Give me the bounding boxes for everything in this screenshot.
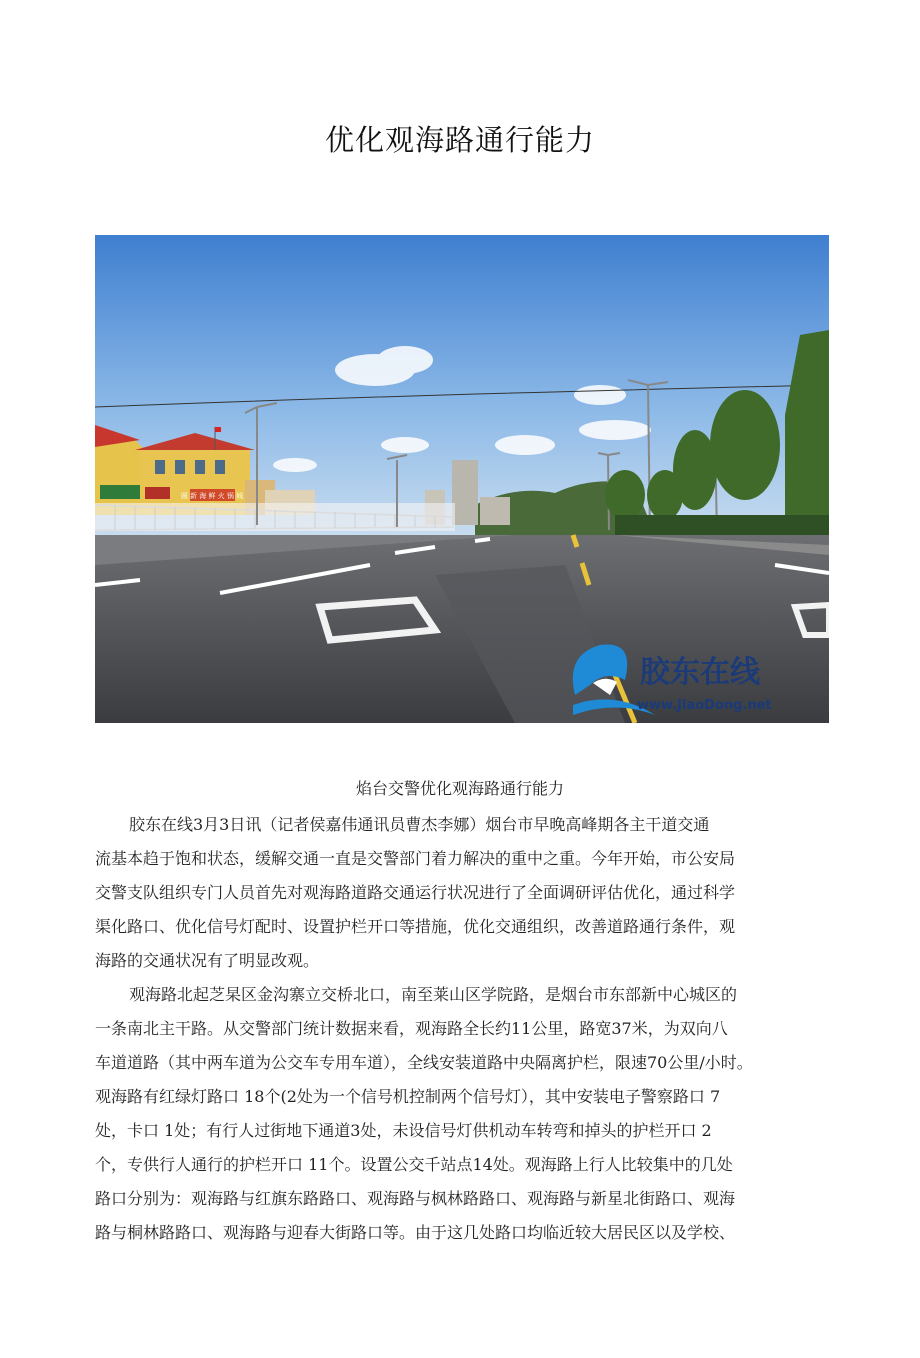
article-body [95, 808, 795, 1250]
photo-caption: 焰台交警优化观海路通行能力 [355, 779, 564, 798]
road-photo [95, 235, 829, 723]
shop-sign: 圆 新 海 鲜 火 锅 城 [180, 492, 244, 500]
paragraph-1-line-5: 海路的交通状况有了明显改观。 [95, 951, 320, 970]
paragraph-2-line-3: 车道道路（其中两车道为公交车专用车道），全线安装道路中央隔离护栏，限速70公里/小时。 [95, 1053, 753, 1072]
paragraph-1-line-4: 渠化路口、优化信号灯配时、设置护栏开口等措施，优化交通组织，改善道路通行条件，观 [95, 917, 736, 936]
paragraph-2-line-7: 路口分别为：观海路与红旗东路路口、观海路与枫林路路口、观海路与新星北街路口、观海 [95, 1189, 736, 1208]
paragraph-2-line-1: 观海路北起芝杲区金沟寨立交桥北口，南至莱山区学院路，是烟台市东部新中心城区的 [129, 985, 738, 1004]
jiaodong-logo [573, 644, 772, 715]
document-title: 优化观海路通行能力 [324, 123, 595, 157]
paragraph-2-line-4: 观海路有红绿灯路口 18个(2处为一个信号机控制两个信号灯），其中安装电子警察路口 7 [95, 1087, 721, 1106]
paragraph-1-line-3: 交警支队组织专门人员首先对观海路道路交通运行状况进行了全面调研评估优化，通过科学 [95, 883, 736, 902]
paragraph-1-line-1: 胶东在线3月3日讯（记者侯嘉伟通讯员曹杰李娜）烟台市早晚高峰期各主干道交通 [129, 815, 710, 834]
paragraph-1-line-2: 流基本趋于饱和状态，缓解交通一直是交警部门着力解决的重中之重。今年开始，市公安局 [95, 849, 736, 868]
paragraph-2-line-6: 个，专供行人通行的护栏开口 11个。设置公交千站点14处。观海路上行人比较集中的几处 [95, 1155, 733, 1174]
watermark-logo-text: 胶东在线 [640, 655, 760, 690]
paragraph-2-line-2: 一条南北主干路。从交警部门统计数据来看，观海路全长约11公里，路宽37米，为双向八 [95, 1019, 728, 1038]
watermark-url: www.JiaoDong.net [637, 698, 772, 713]
paragraph-2-line-8: 路与桐林路路口、观海路与迎春大街路口等。由于这几处路口均临近较大居民区以及学校、 [95, 1223, 736, 1242]
paragraph-2-line-5: 处，卡口 1处；有行人过街地下通道3处，未设信号灯供机动车转弯和掉头的护栏开口 2 [95, 1121, 712, 1140]
